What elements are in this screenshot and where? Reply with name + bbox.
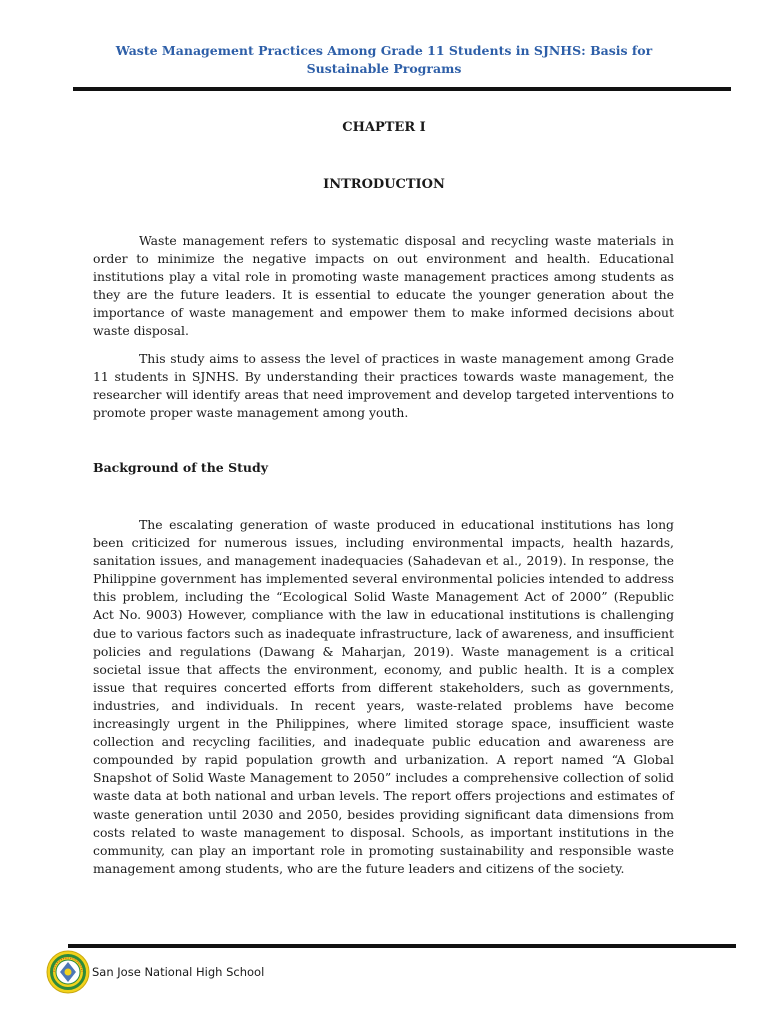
header-title-line1: Waste Management Practices Among Grade 11 Students in SJNHS: Basis for: [115, 43, 653, 58]
chapter-heading: CHAPTER I: [342, 120, 426, 135]
header-divider: [73, 87, 731, 91]
section-title: INTRODUCTION: [323, 177, 445, 192]
intro-paragraph-1: Waste management refers to systematic disposal and recycling waste materials in order to minimize the negative impacts on out environment and health. Educational institutions play a vital role in promoting waste management practices among students as they are the future leaders. It is essential to educate the younger generation about the importance of waste management and empower them to make informed decisions about waste disposal.: [93, 233, 674, 339]
document-header-title: [100, 42, 668, 78]
footer-divider: [68, 944, 736, 948]
school-seal-icon: [46, 950, 90, 994]
footer-school-name: San Jose National High School: [92, 965, 265, 979]
background-heading: Background of the Study: [93, 460, 268, 475]
header-title-line2: Sustainable Programs: [306, 61, 462, 76]
background-paragraph: The escalating generation of waste produced in educational institutions has long been criticized for numerous issues, including environmental impacts, health hazards, sanitation issues, and management inadequacies (Sahadevan et al., 2019). In response, the Philippine government has implemented several environmental policies intended to address this problem, including the “Ecological Solid Waste Management Act of 2000” (Republic Act No. 9003) However, compliance with the law in educational institutions is challenging due to various factors such as inadequate infrastructure, lack of awareness, and insufficient policies and regulations (Dawang & Maharjan, 2019). Waste management is a critical societal issue that affects the environment, economy, and public health. It is a complex issue that requires concerted efforts from different stakeholders, such as governments, industries, and individuals. In recent years, waste-related problems have become increasingly urgent in the Philippines, where limited storage space, insufficient waste collection and recycling facilities, and inadequate public education and awareness are compounded by rapid population growth and urbanization. A report named “A Global Snapshot of Solid Waste Management to 2050” includes a comprehensive collection of solid waste data at both national and urban levels. The report offers projections and estimates of waste generation until 2030 and 2050, besides providing significant data dimensions from costs related to waste management to disposal. Schools, as important institutions in the community, can play an important role in promoting sustainability and responsible waste management among students, who are the future leaders and citizens of the society.: [93, 517, 674, 876]
intro-paragraph-2: This study aims to assess the level of practices in waste management among Grade 11 students in SJNHS. By understanding their practices towards waste management, the researcher will identify areas that need improvement and develop targeted interventions to promote proper waste management among youth.: [93, 351, 674, 421]
